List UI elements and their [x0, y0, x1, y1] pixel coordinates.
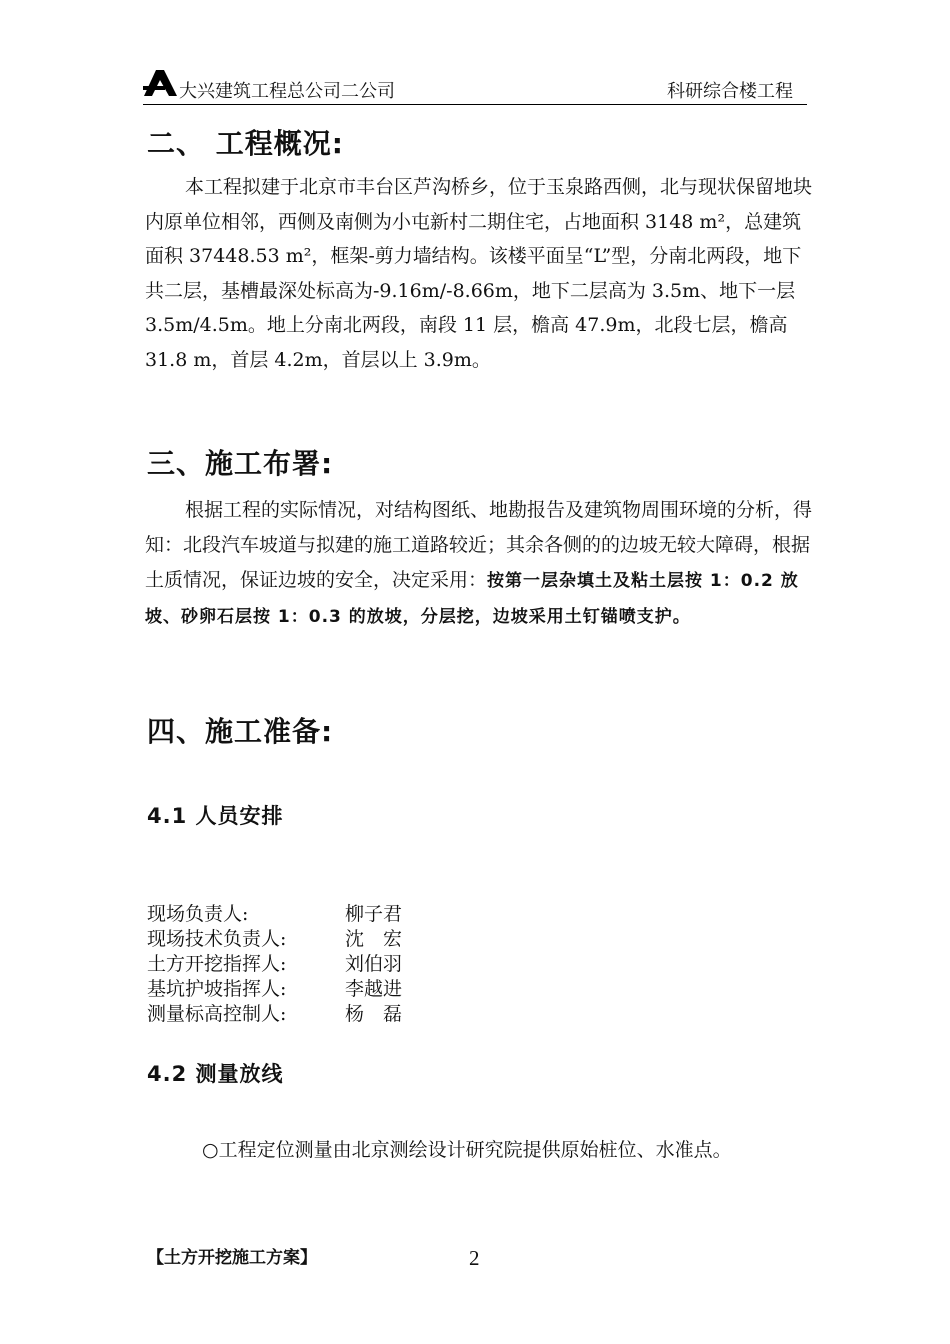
section2-paragraph: 本工程拟建于北京市丰台区芦沟桥乡，位于玉泉路西侧，北与现状保留地块内原单位相邻，西侧及南侧为小屯新村二期住宅，占地面积 3148 m²，总建筑面积 37448.53 m²，框架-剪力墙结构。该楼平面呈“L”型，分南北两段，地下共二层，基槽最深处标高为-9.16m/-8.66m，地下二层高为 3.5m、地下一层 3.5m/4.5m。地上分南北两段，南段 11 层，檐高 47.9m，北段七层，檐高 31.8 m，首层 4.2m，首层以上 3.9m。	[145, 176, 813, 371]
section4-heading: 四、施工准备:	[147, 715, 334, 748]
staff-name: 杨 磊	[345, 1003, 403, 1025]
staff-row	[147, 927, 447, 952]
page-number: 2	[469, 1246, 480, 1270]
staff-role: 基坑护坡指挥人:	[147, 978, 287, 1000]
staff-role: 现场技术负责人:	[147, 928, 287, 950]
survey-bullet: ○工程定位测量由北京测绘设计研究院提供原始桩位、水准点。	[202, 1139, 732, 1161]
subsection-4-1: 4.1 人员安排	[147, 804, 284, 828]
staff-row	[147, 977, 447, 1002]
staff-name: 李越进	[345, 978, 403, 1000]
subsection-4-2: 4.2 测量放线	[147, 1062, 284, 1086]
company-name: 大兴建筑工程总公司二公司	[179, 81, 395, 102]
section3-heading: 三、施工布署:	[147, 447, 334, 480]
staff-row	[147, 1002, 447, 1027]
staff-role: 土方开挖指挥人:	[147, 953, 287, 975]
section2-heading: 二、 工程概况:	[147, 127, 344, 160]
staff-row	[147, 952, 447, 977]
staff-list	[147, 902, 447, 1027]
section3-text: 根据工程的实际情况，对结构图纸、地勘报告及建筑物周围环境的分析，得知：北段汽车坡道与拟建的施工道路较近；其余各侧的的边坡无较大障碍，根据土质情况，保证边坡的安全，决定采用：	[145, 499, 813, 591]
staff-row	[147, 902, 447, 927]
section3-emphasis: 按第一层杂填土及粘土层按 1：0.2 放坡、砂卵石层按 1：0.3 的放坡，分层挖，边坡采用土钉锚喷支护。	[145, 571, 799, 627]
staff-name: 沈 宏	[345, 928, 403, 950]
project-name: 科研综合楼工程	[667, 81, 793, 102]
company-logo-icon	[143, 70, 177, 96]
footer-doc-title: 【土方开挖施工方案】	[147, 1248, 317, 1268]
staff-name: 刘伯羽	[345, 953, 403, 975]
section3-paragraph	[145, 493, 815, 635]
staff-role: 现场负责人:	[147, 903, 249, 925]
staff-role: 测量标高控制人:	[147, 1003, 287, 1025]
staff-name: 柳子君	[345, 903, 403, 925]
page-header	[143, 66, 807, 105]
